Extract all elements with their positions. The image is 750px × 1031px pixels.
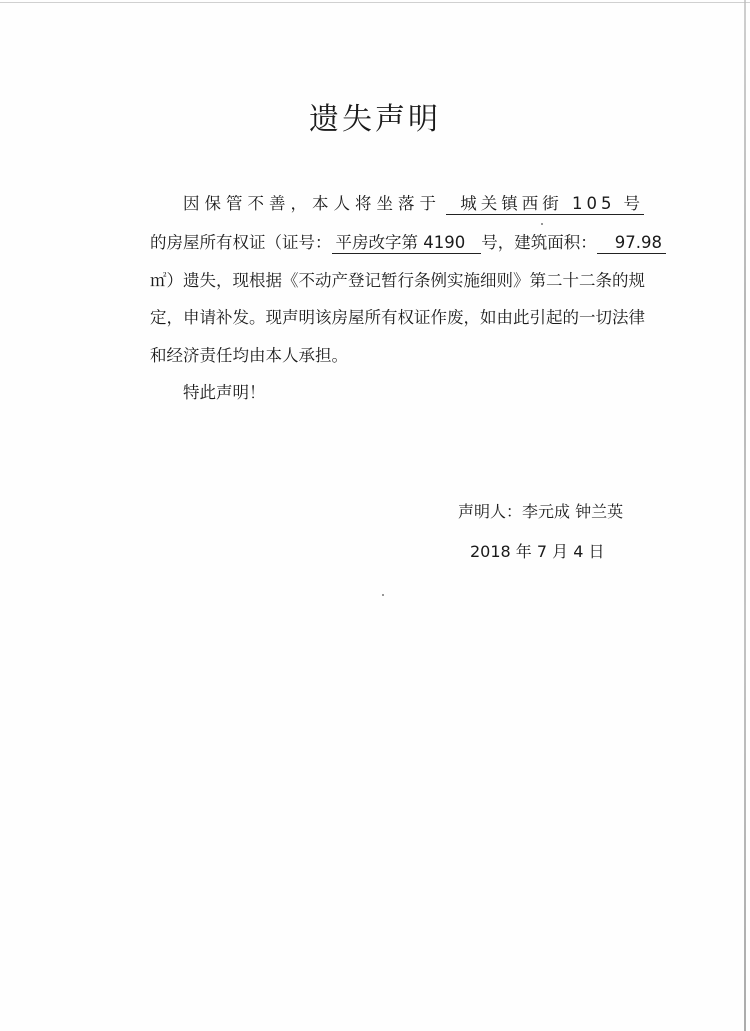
line-1-prefix: 因保管不善，本人将坐落于: [183, 194, 441, 213]
area-field: 97.98: [597, 233, 666, 254]
body-line-5: 和经济责任均由本人承担。: [150, 346, 348, 365]
address-suffix: 号: [620, 194, 645, 215]
line-2-prefix: 的房屋所有权证（证号：: [150, 233, 332, 252]
body-line-3: ㎡）遗失，现根据《不动产登记暂行条例实施细则》第二十二条的规: [150, 271, 645, 290]
certificate-number-field: 平房改字第 4190: [332, 233, 482, 254]
scan-speck: [382, 594, 384, 596]
scan-speck: [541, 223, 543, 225]
body-line-1: [183, 190, 644, 214]
page-title: 遗失声明: [309, 102, 441, 137]
line-2-mid: 号，建筑面积：: [481, 233, 597, 252]
closing-statement: 特此声明！: [183, 383, 266, 402]
declaration-date: 2018 年 7 月 4 日: [470, 542, 605, 561]
declarant-names: 声明人：李元成 钟兰英: [458, 502, 624, 521]
body-line-2: [150, 229, 666, 253]
body-line-4: 定，申请补发。现声明该房屋所有权证作废，如由此引起的一切法律: [150, 308, 645, 327]
scan-edge-right: [744, 0, 746, 1031]
address-field: 城关镇西街 105: [446, 194, 619, 215]
scan-edge-top: [0, 2, 750, 3]
